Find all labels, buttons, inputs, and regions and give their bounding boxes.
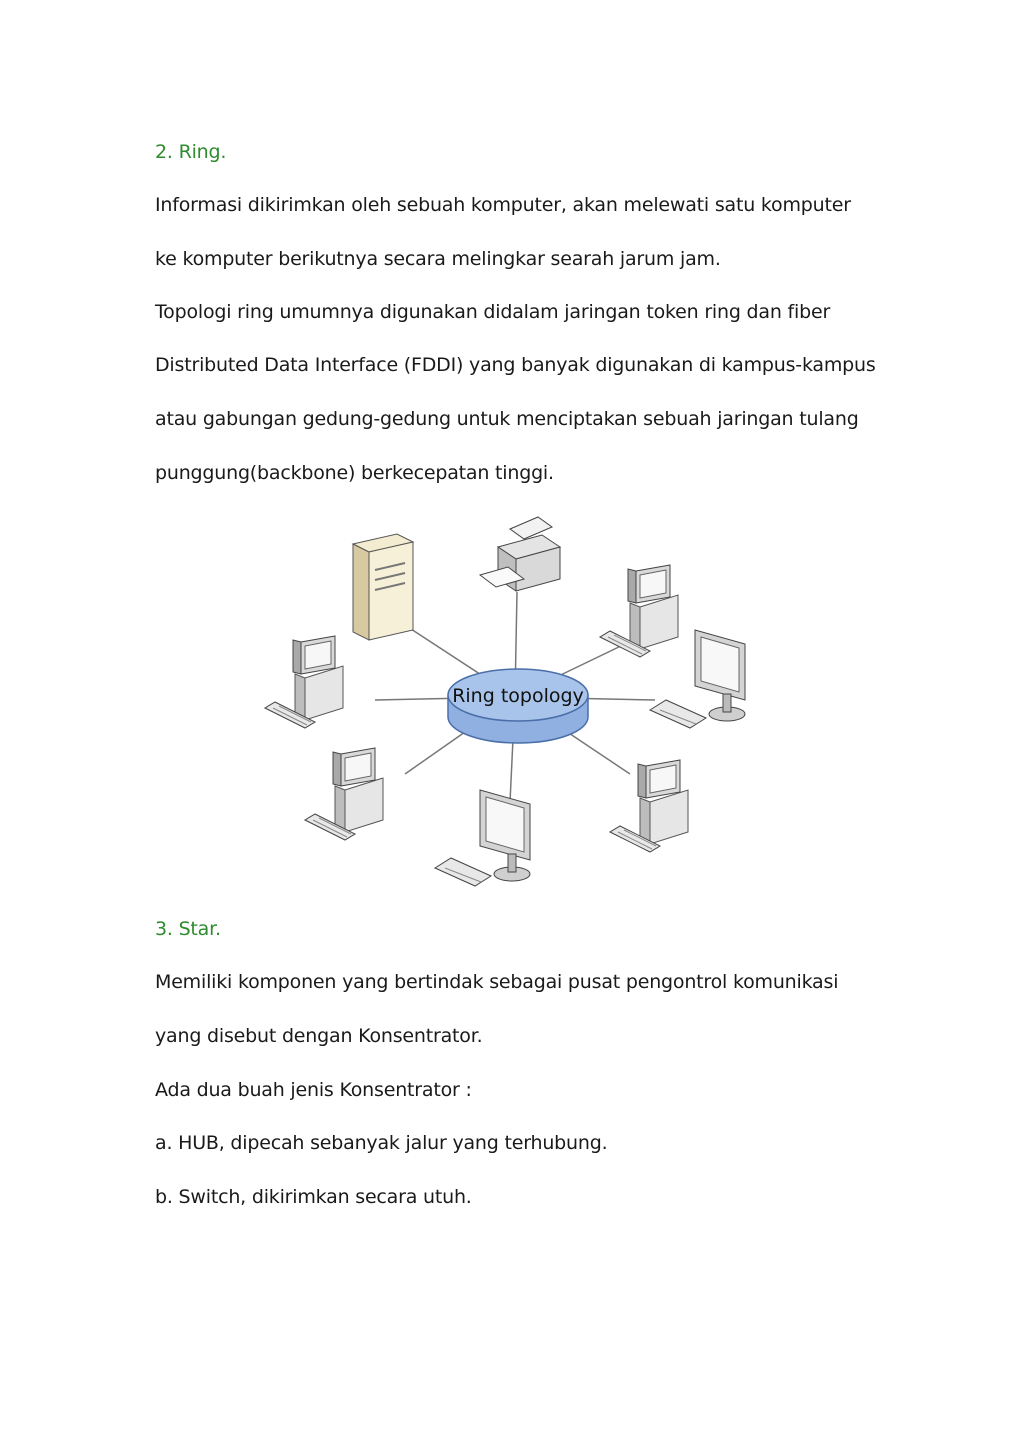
workstation-icon — [600, 565, 678, 657]
printer-icon — [480, 517, 560, 591]
ring-text-line: Distributed Data Interface (FDDI) yang banyak digunakan di kampus-kampus — [155, 354, 876, 376]
ring-text-line: Informasi dikirimkan oleh sebuah komputer, akan melewati satu komputer — [155, 194, 851, 216]
star-text-line: Memiliki komponen yang bertindak sebagai pusat pengontrol komunikasi — [155, 971, 839, 993]
star-text-line: Ada dua buah jenis Konsentrator : — [155, 1079, 472, 1101]
ring-text-line: Topologi ring umumnya digunakan didalam jaringan token ring dan fiber — [155, 301, 831, 323]
monitor-icon — [695, 630, 745, 721]
star-text-line: b. Switch, dikirimkan secara utuh. — [155, 1186, 472, 1208]
ring-text-line: atau gabungan gedung-gedung untuk menciptakan sebuah jaringan tulang — [155, 408, 859, 430]
ring-text-line: ke komputer berikutnya secara melingkar searah jarum jam. — [155, 248, 721, 270]
ring-text-line: punggung(backbone) berkecepatan tinggi. — [155, 462, 554, 484]
hub-label: Ring topology — [452, 685, 584, 707]
keyboard-icon — [435, 858, 491, 886]
workstation-icon — [610, 760, 688, 852]
monitor-icon — [480, 790, 530, 881]
server-icon — [353, 534, 413, 640]
star-text-line: yang disebut dengan Konsentrator. — [155, 1025, 483, 1047]
ring-hub — [448, 669, 588, 743]
workstation-icon — [265, 636, 343, 728]
star-text-line: a. HUB, dipecah sebanyak jalur yang terhubung. — [155, 1132, 608, 1154]
workstation-icon — [305, 748, 383, 840]
star-heading: 3. Star. — [155, 918, 221, 940]
keyboard-icon — [650, 700, 706, 728]
ring-topology-diagram — [255, 512, 775, 902]
ring-heading: 2. Ring. — [155, 141, 227, 163]
